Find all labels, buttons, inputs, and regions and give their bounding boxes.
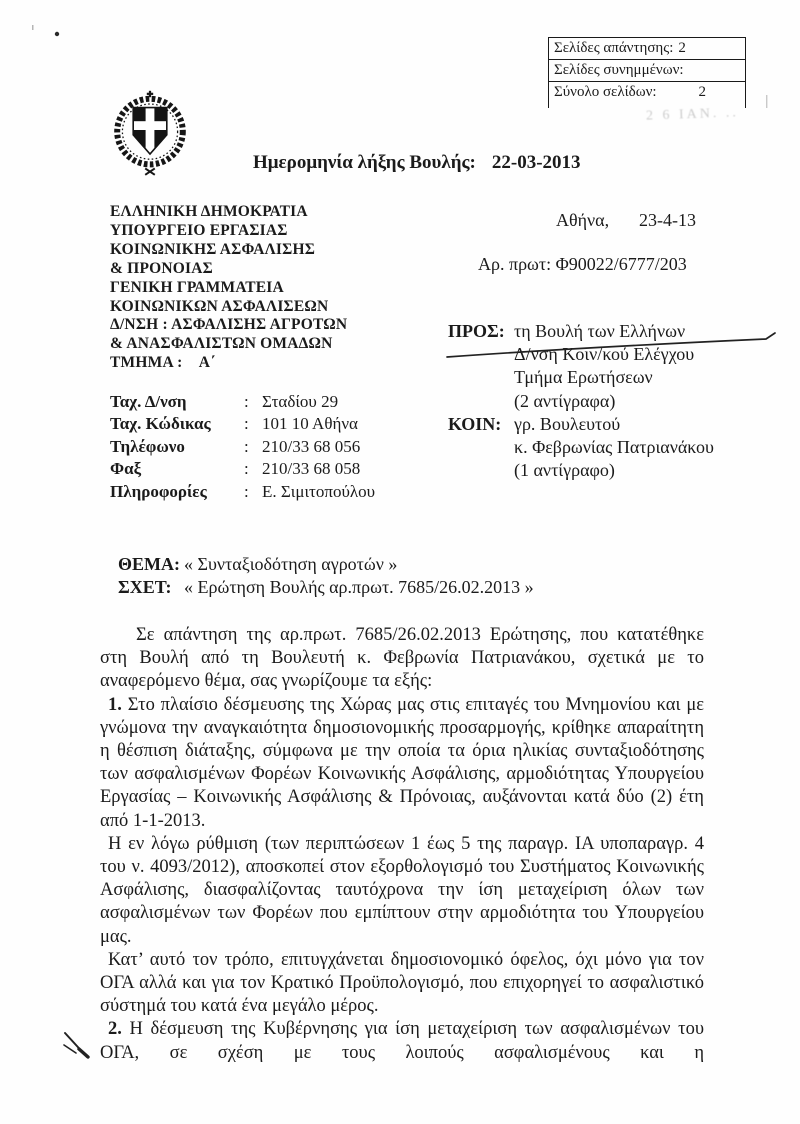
pros-label: ΠΡΟΣ: xyxy=(448,321,505,341)
paragraph-text: Στο πλαίσιο δέσμευσης της Χώρας μας στις επιταγές του Μνημονίου και με γνώμονα την αναγκαιότητα δημοσιονομικής προσαρμογής, κρίθηκε απαραίτητη η θέσπιση διάταξης, σύμφωνα με την οποία τα όρια ηλικίας συνταξιοδότησης των ασφαλισμένων Φορέων Κοινωνικής Ασφάλισης, αρμοδιότητας Υπουργείου Εργασίας – Κοινωνικής Ασφάλισης & Πρόνοιας, αυξάνονται κατά δύο (2) έτη από 1-1-2013. xyxy=(100,694,705,831)
contact-phone-value: 210/33 68 056 xyxy=(262,436,361,456)
contact-address-value: Σταδίου 29 xyxy=(262,392,339,411)
pros-lines xyxy=(514,320,694,413)
pen-mark-check xyxy=(79,1049,88,1057)
body-paragraph xyxy=(100,624,704,694)
koin-line: (1 αντίγραφο) xyxy=(514,460,615,481)
pages-answer-value: 2 xyxy=(678,40,686,56)
contact-postcode-label: Ταχ. Κώδικας xyxy=(110,414,211,434)
contact-row xyxy=(110,458,375,480)
greek-coat-of-arms-icon xyxy=(110,90,190,178)
sender-line: ΥΠΟΥΡΓΕΙΟ ΕΡΓΑΣΙΑΣ xyxy=(110,221,288,239)
recipients-block xyxy=(448,320,714,482)
sxet-label: ΣΧΕΤ: xyxy=(118,577,172,598)
sender-line: ΓΕΝΙΚΗ ΓΡΑΜΜΑΤΕΙΑ xyxy=(110,278,284,296)
contact-fax-label: Φαξ xyxy=(110,459,142,479)
koin-section xyxy=(448,413,714,483)
pages-box-row xyxy=(549,82,745,108)
body-paragraph xyxy=(100,949,704,1019)
sxet-text: « Ερώτηση Βουλής αρ.πρωτ. 7685/26.02.2013 » xyxy=(184,577,534,598)
pages-total-label: Σύνολο σελίδων: xyxy=(554,84,657,100)
spacer xyxy=(476,152,492,174)
pen-mark-check xyxy=(65,1033,87,1057)
paragraph-text: Σε απάντηση της αρ.πρωτ. 7685/26.02.2013 Ερώτησης, που κατατέθηκε στη Βουλή από τη Βουλευτή κ. Φεβρωνία Πατριανάκου, σχετικά με το αναφερόμενο θέμα, σας γνωρίζουμε τα εξής: xyxy=(100,625,704,692)
scan-speck xyxy=(32,25,34,30)
paragraph-number: 2. xyxy=(108,1019,122,1040)
sender-ministry-block xyxy=(110,203,347,373)
contact-info-value: Ε. Σιμιτοπούλου xyxy=(262,481,376,501)
contact-fax-value: 210/33 68 058 xyxy=(262,459,361,479)
sender-line: ΚΟΙΝΩΝΙΚΗΣ ΑΣΦΑΛΙΣΗΣ xyxy=(110,240,316,258)
assembly-expiry-date: 22-03-2013 xyxy=(491,152,581,173)
sender-line: & ΑΝΑΣΦΑΛΙΣΤΩΝ ΟΜΑΔΩΝ xyxy=(110,335,333,353)
date-value: 23-4-13 xyxy=(639,210,696,230)
colon: : xyxy=(244,481,249,501)
sender-line: Δ/ΝΣΗ : ΑΣΦΑΛΙΣΗΣ ΑΓΡΟΤΩΝ xyxy=(110,316,348,334)
paragraph-text: Η δέσμευση της Κυβέρνησης για ίση μεταχείριση των ασφαλισμένων του ΟΓΑ, σε σχέση με τους λοιπούς ασφαλισμένους και η xyxy=(100,1019,705,1063)
pages-box-row xyxy=(549,38,745,60)
contact-details-block xyxy=(110,391,375,503)
sxet-row xyxy=(118,576,534,599)
paragraph-text: Κατ’ αυτό τον τρόπο, επιτυγχάνεται δημοσιονομικό όφελος, όχι μόνο για τον ΟΓΑ αλλά και για τον Κρατικό Προϋπολογισμό, που επιχορηγεί το ασφαλιστικό σύστημά του κατά ένα μεγάλο μέρος. xyxy=(100,949,704,1017)
sender-line: ΕΛΛΗΝΙΚΗ ΔΗΜΟΚΡΑΤΙΑ xyxy=(110,203,308,220)
paragraph-number: 1. xyxy=(108,694,122,715)
contact-postcode-value: 101 10 Αθήνα xyxy=(262,414,358,434)
sender-line: & ΠΡΟΝΟΙΑΣ xyxy=(110,259,213,277)
colon: : xyxy=(244,459,249,479)
thema-text: « Συνταξιοδότηση αγροτών » xyxy=(184,554,398,574)
contact-row xyxy=(110,436,375,458)
pages-box-row xyxy=(549,60,745,82)
paragraph-text: Η εν λόγω ρύθμιση (των περιπτώσεων 1 έως 5 της παραγρ. ΙΑ υποπαραγρ. 4 του ν. 4093/2012), αποσκοπεί στον εξορθολογισμό του Συστήματος Κοινωνικής Ασφάλισης, διασφαλίζοντας ταυτόχρονα την ίση μεταχείριση όλων των ασφαλισμένων των Φορέων που εμπίπτουν στην αρμοδιότητα του Υπουργείου μας. xyxy=(100,833,704,947)
letter-body xyxy=(100,624,704,1065)
scan-speck xyxy=(55,32,59,36)
koin-line: γρ. Βουλευτού xyxy=(514,413,621,434)
pages-answer-label: Σελίδες απάντησης: xyxy=(554,40,674,56)
pros-section xyxy=(448,320,714,413)
pros-line-struck: Δ/νση Κοιν/κού Ελέγχου xyxy=(514,344,695,365)
subject-block xyxy=(118,553,534,599)
city-date-line xyxy=(556,210,696,231)
colon: : xyxy=(244,436,249,456)
thema-label: ΘΕΜΑ: xyxy=(118,554,180,574)
contact-info-label: Πληροφορίες xyxy=(110,481,207,501)
colon: : xyxy=(244,414,249,434)
contact-phone-label: Τηλέφωνο xyxy=(110,436,185,456)
contact-row xyxy=(110,413,375,435)
pros-line: τη Βουλή των Ελλήνων xyxy=(514,321,686,341)
body-paragraph xyxy=(100,1018,704,1064)
sender-line: ΤΜΗΜΑ : Α΄ xyxy=(110,354,216,372)
pros-line: Τμήμα Ερωτήσεων xyxy=(514,367,653,388)
faint-date-stamp: 2 6 ΙΑΝ. .. xyxy=(645,105,740,124)
pen-mark-check xyxy=(64,1045,76,1053)
contact-row xyxy=(110,481,375,503)
sender-line: ΚΟΙΝΩΝΙΚΩΝ ΑΣΦΑΛΙΣΕΩΝ xyxy=(110,297,329,315)
colon: : xyxy=(244,392,249,411)
pros-line: (2 αντίγραφα) xyxy=(514,390,616,411)
koin-lines xyxy=(514,413,714,483)
city-label: Αθήνα, xyxy=(556,210,610,230)
contact-address-label: Ταχ. Δ/νση xyxy=(110,392,187,411)
thema-row xyxy=(118,553,534,576)
contact-row xyxy=(110,391,375,413)
koin-label: ΚΟΙΝ: xyxy=(448,413,502,434)
pages-total-value: 2 xyxy=(698,84,706,100)
protocol-number: Αρ. πρωτ: Φ90022/6777/203 xyxy=(478,254,687,274)
koin-line: κ. Φεβρωνίας Πατριανάκου xyxy=(514,437,714,458)
pages-count-box xyxy=(548,37,746,108)
body-paragraph xyxy=(100,694,704,833)
assembly-expiry-line xyxy=(253,152,581,174)
body-paragraph xyxy=(100,833,704,949)
pages-attachments-label: Σελίδες συνημμένων: xyxy=(554,62,684,78)
assembly-expiry-label: Ημερομηνία λήξης Βουλής: xyxy=(253,152,476,173)
